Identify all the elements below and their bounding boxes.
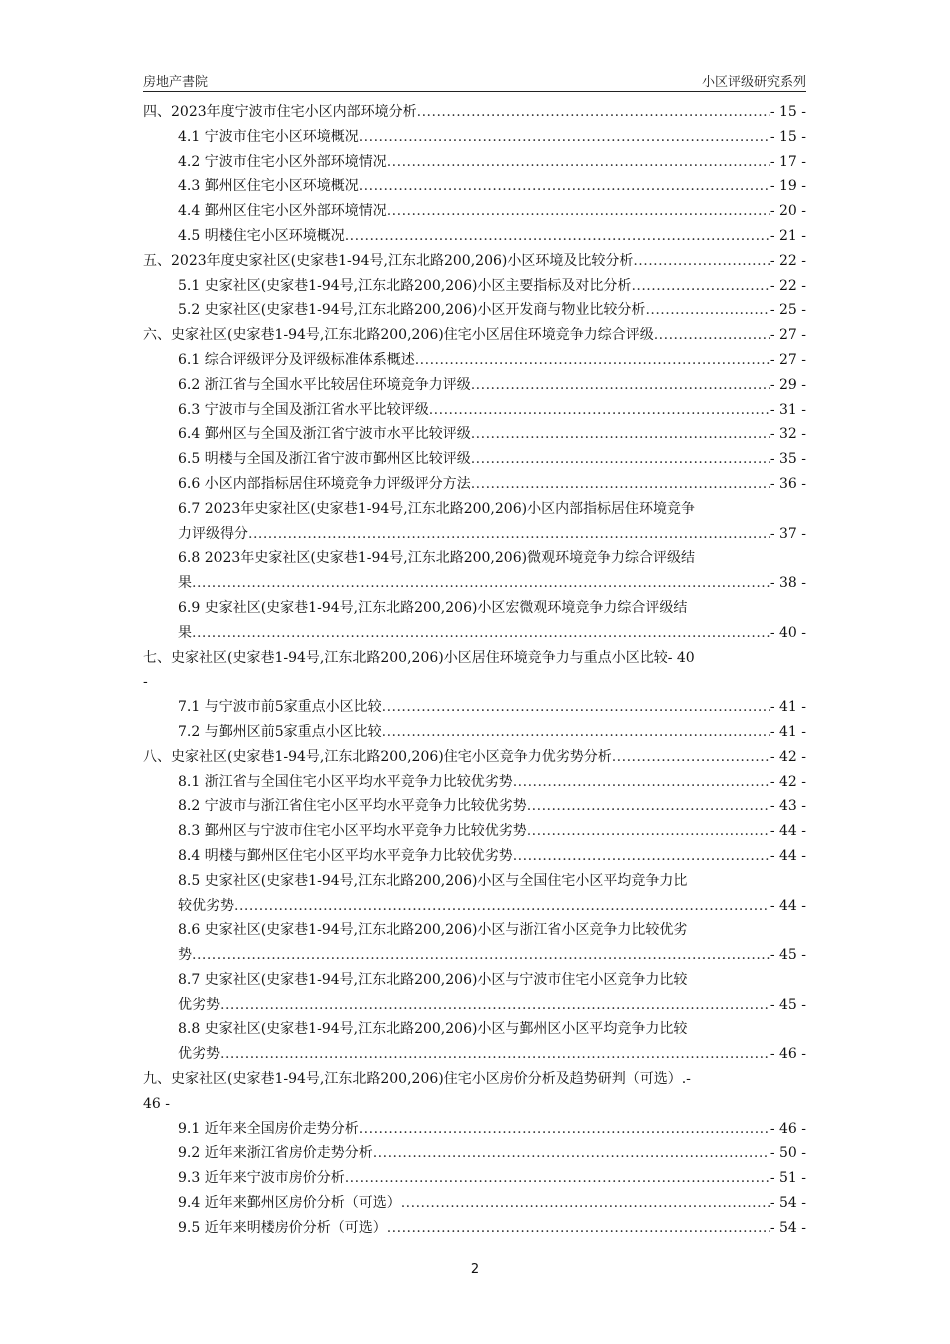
toc-section-link[interactable]: [143, 274, 806, 299]
toc-entry-title: 4.1 宁波市住宅小区环境概况: [178, 128, 359, 145]
toc-entry-title-continued: 势: [178, 947, 192, 964]
header-left-title: 房地产書院: [143, 75, 209, 90]
toc-page-number: - 41 -: [769, 723, 806, 740]
toc-section-link[interactable]: [143, 720, 806, 745]
dot-leader: [192, 621, 770, 646]
toc-section-link[interactable]: [143, 596, 806, 646]
dot-leader: [471, 422, 770, 447]
toc-chapter-link[interactable]: [143, 323, 806, 348]
toc-entry-title: 4.2 宁波市住宅小区外部环境情况: [178, 153, 387, 170]
toc-page-number: - 36 -: [769, 475, 806, 492]
toc-entry-title: 4.5 明楼住宅小区环境概况: [178, 227, 345, 244]
toc-page-number: - 54 -: [769, 1219, 806, 1236]
toc-page-number: - 25 -: [769, 302, 806, 319]
toc-entry-title: 9.4 近年来鄞州区房价分析（可选）: [178, 1195, 401, 1212]
dot-leader: [382, 695, 770, 720]
toc-entry-title: 6.2 浙江省与全国水平比较居住环境竞争力评级: [178, 376, 471, 393]
toc-entry-title-continued: -: [143, 674, 148, 691]
dot-leader: [633, 249, 769, 274]
table-of-contents: [143, 100, 806, 1241]
toc-entry-title-continued: 优劣势: [178, 996, 220, 1013]
toc-page-number: - 45 -: [769, 947, 806, 964]
toc-page-number: - 41 -: [769, 699, 806, 716]
toc-page-number: - 19 -: [769, 178, 806, 195]
toc-page-number: - 20 -: [769, 203, 806, 220]
toc-page-number: - 54 -: [769, 1195, 806, 1212]
dot-leader: [471, 373, 770, 398]
toc-entry-title: 5.1 史家社区(史家巷1-94号,江东北路200,206)小区主要指标及对比分析: [178, 277, 632, 294]
toc-section-link[interactable]: [143, 348, 806, 373]
toc-section-link[interactable]: [143, 1191, 806, 1216]
dot-leader: [429, 398, 770, 423]
dot-leader: [387, 150, 770, 175]
dot-leader: [471, 447, 770, 472]
toc-entry-title-continued: 优劣势: [178, 1046, 220, 1063]
toc-entry-title: 6.1 综合评级评分及评级标准体系概述: [178, 351, 415, 368]
toc-entry-title: 7.2 与鄞州区前5家重点小区比较: [178, 723, 382, 740]
toc-section-link[interactable]: [143, 968, 806, 1018]
dot-leader: [471, 472, 770, 497]
toc-section-link[interactable]: [143, 918, 806, 968]
toc-page-number: - 22 -: [769, 277, 806, 294]
toc-entry-title-continued: 果: [178, 575, 192, 592]
dot-leader: [220, 1042, 770, 1067]
toc-section-link[interactable]: [143, 174, 806, 199]
toc-entry-title: 9.3 近年来宁波市房价分析: [178, 1170, 345, 1187]
toc-entry-title: 8.8 史家社区(史家巷1-94号,江东北路200,206)小区与鄞州区小区平均竞争力比较: [178, 1021, 688, 1038]
toc-entry-title: 6.3 宁波市与全国及浙江省水平比较评级: [178, 401, 429, 418]
dot-leader: [345, 224, 770, 249]
toc-chapter-link[interactable]: [143, 745, 806, 770]
toc-page-number: - 38 -: [769, 575, 806, 592]
toc-section-link[interactable]: [143, 373, 806, 398]
toc-page-number: - 15 -: [769, 128, 806, 145]
toc-entry-title: 5.2 史家社区(史家巷1-94号,江东北路200,206)小区开发商与物业比较分析: [178, 302, 646, 319]
toc-section-link[interactable]: [143, 150, 806, 175]
toc-entry-title-continued: 46 -: [143, 1095, 170, 1112]
toc-entry-title: 七、史家社区(史家巷1-94号,江东北路200,206)小区居住环境竞争力与重点小区比较- 40: [143, 649, 695, 666]
toc-page-number: - 50 -: [769, 1145, 806, 1162]
toc-entry-title: 8.3 鄞州区与宁波市住宅小区平均水平竞争力比较优劣势: [178, 823, 527, 840]
toc-chapter-link[interactable]: [143, 249, 806, 274]
toc-section-link[interactable]: [143, 1166, 806, 1191]
toc-section-link[interactable]: [143, 1017, 806, 1067]
dot-leader: [373, 1141, 770, 1166]
dot-leader: [645, 298, 769, 323]
dot-leader: [513, 844, 770, 869]
toc-page-number: - 44 -: [769, 823, 806, 840]
toc-entry-title: 9.2 近年来浙江省房价走势分析: [178, 1145, 373, 1162]
dot-leader: [192, 571, 770, 596]
toc-page-number: - 44 -: [769, 847, 806, 864]
toc-entry-title-continued: 较优劣势: [178, 897, 234, 914]
toc-entry-title: 6.9 史家社区(史家巷1-94号,江东北路200,206)小区宏微观环境竞争力综合评级结: [178, 599, 688, 616]
toc-page-number: - 32 -: [769, 426, 806, 443]
toc-page-number: - 27 -: [769, 327, 806, 344]
toc-entry-title: 8.2 宁波市与浙江省住宅小区平均水平竞争力比较优劣势: [178, 798, 527, 815]
toc-entry-title: 6.4 鄞州区与全国及浙江省宁波市水平比较评级: [178, 426, 471, 443]
dot-leader: [417, 100, 770, 125]
toc-entry-title: 4.3 鄞州区住宅小区环境概况: [178, 178, 359, 195]
toc-section-link[interactable]: [143, 546, 806, 596]
toc-page-number: - 29 -: [769, 376, 806, 393]
toc-entry-title: 8.6 史家社区(史家巷1-94号,江东北路200,206)小区与浙江省小区竞争力比较优劣: [178, 922, 688, 939]
toc-section-link[interactable]: [143, 869, 806, 919]
toc-entry-title: 4.4 鄞州区住宅小区外部环境情况: [178, 203, 387, 220]
toc-entry-title: 五、2023年度史家社区(史家巷1-94号,江东北路200,206)小区环境及比较分析: [143, 252, 634, 269]
toc-chapter-link[interactable]: [143, 1067, 806, 1117]
toc-section-link[interactable]: [143, 1141, 806, 1166]
toc-page-number: - 44 -: [769, 897, 806, 914]
dot-leader: [527, 819, 770, 844]
toc-page-number: - 46 -: [769, 1120, 806, 1137]
toc-section-link[interactable]: [143, 298, 806, 323]
toc-page-number: - 37 -: [769, 525, 806, 542]
toc-section-link[interactable]: [143, 844, 806, 869]
dot-leader: [359, 174, 770, 199]
toc-section-link[interactable]: [143, 398, 806, 423]
toc-entry-title-continued: 力评级得分: [178, 525, 248, 542]
dot-leader: [387, 1216, 770, 1241]
toc-page-number: - 42 -: [769, 773, 806, 790]
toc-page-number: - 15 -: [769, 104, 806, 120]
dot-leader: [513, 770, 770, 795]
toc-section-link[interactable]: [143, 695, 806, 720]
toc-entry-title: 8.1 浙江省与全国住宅小区平均水平竞争力比较优劣势: [178, 773, 513, 790]
toc-page-number: - 35 -: [769, 451, 806, 468]
toc-section-link[interactable]: [143, 1216, 806, 1241]
toc-entry-title: 9.5 近年来明楼房价分析（可选）: [178, 1219, 387, 1236]
toc-page-number: - 43 -: [769, 798, 806, 815]
toc-page-number: - 21 -: [769, 227, 806, 244]
dot-leader: [415, 348, 770, 373]
dot-leader: [631, 274, 769, 299]
toc-chapter-link[interactable]: [143, 100, 806, 125]
toc-page-number: - 17 -: [769, 153, 806, 170]
toc-entry-title: 8.4 明楼与鄞州区住宅小区平均水平竞争力比较优劣势: [178, 847, 513, 864]
dot-leader: [401, 1191, 770, 1216]
toc-section-link[interactable]: [143, 224, 806, 249]
toc-entry-title: 四、2023年度宁波市住宅小区内部环境分析: [143, 104, 417, 120]
toc-entry-title: 九、史家社区(史家巷1-94号,江东北路200,206)住宅小区房价分析及趋势研判（可选）.-: [143, 1071, 691, 1088]
toc-page-number: - 31 -: [769, 401, 806, 418]
toc-section-link[interactable]: [143, 819, 806, 844]
toc-page-number: - 45 -: [769, 996, 806, 1013]
toc-section-link[interactable]: [143, 1117, 806, 1142]
toc-entry-title: 6.6 小区内部指标居住环境竞争力评级评分方法: [178, 475, 471, 492]
toc-section-link[interactable]: [143, 199, 806, 224]
page-header: [143, 66, 806, 90]
dot-leader: [192, 943, 770, 968]
toc-entry-title: 9.1 近年来全国房价走势分析: [178, 1120, 359, 1137]
toc-entry-title: 6.8 2023年史家社区(史家巷1-94号,江东北路200,206)微观环境竞争力综合评级结: [178, 550, 696, 567]
toc-section-link[interactable]: [143, 422, 806, 447]
toc-page-number: - 22 -: [769, 252, 806, 269]
toc-page-number: - 40 -: [769, 624, 806, 641]
toc-entry-title: 八、史家社区(史家巷1-94号,江东北路200,206)住宅小区竞争力优劣势分析: [143, 748, 612, 765]
dot-leader: [387, 199, 770, 224]
toc-entry-title-continued: 果: [178, 624, 192, 641]
dot-leader: [654, 323, 770, 348]
toc-section-link[interactable]: [143, 770, 806, 795]
header-right-title: 小区评级研究系列: [701, 75, 806, 90]
toc-section-link[interactable]: [143, 794, 806, 819]
toc-page-number: - 51 -: [769, 1170, 806, 1187]
toc-entry-title: 6.7 2023年史家社区(史家巷1-94号,江东北路200,206)小区内部指标居住环境竞争: [178, 500, 696, 517]
toc-section-link[interactable]: [143, 497, 806, 547]
toc-section-link[interactable]: [143, 125, 806, 150]
dot-leader: [359, 125, 770, 150]
header-divider: [143, 91, 806, 92]
dot-leader: [248, 522, 770, 547]
toc-page-number: - 46 -: [769, 1046, 806, 1063]
dot-leader: [234, 894, 770, 919]
toc-entry-title: 六、史家社区(史家巷1-94号,江东北路200,206)住宅小区居住环境竞争力综合评级: [143, 327, 654, 344]
dot-leader: [220, 993, 770, 1018]
toc-entry-title: 8.5 史家社区(史家巷1-94号,江东北路200,206)小区与全国住宅小区平均竞争力比: [178, 872, 688, 889]
toc-entry-title: 8.7 史家社区(史家巷1-94号,江东北路200,206)小区与宁波市住宅小区竞争力比较: [178, 971, 688, 988]
toc-entry-title: 6.5 明楼与全国及浙江省宁波市鄞州区比较评级: [178, 451, 471, 468]
toc-section-link[interactable]: [143, 472, 806, 497]
dot-leader: [382, 720, 770, 745]
toc-entry-title: 7.1 与宁波市前5家重点小区比较: [178, 699, 382, 716]
dot-leader: [527, 794, 770, 819]
dot-leader: [359, 1117, 770, 1142]
toc-section-link[interactable]: [143, 447, 806, 472]
page-number: 2: [470, 1262, 480, 1277]
dot-leader: [345, 1166, 770, 1191]
dot-leader: [612, 745, 770, 770]
toc-page-number: - 27 -: [769, 351, 806, 368]
toc-chapter-link[interactable]: [143, 646, 806, 696]
toc-page-number: - 42 -: [769, 748, 806, 765]
